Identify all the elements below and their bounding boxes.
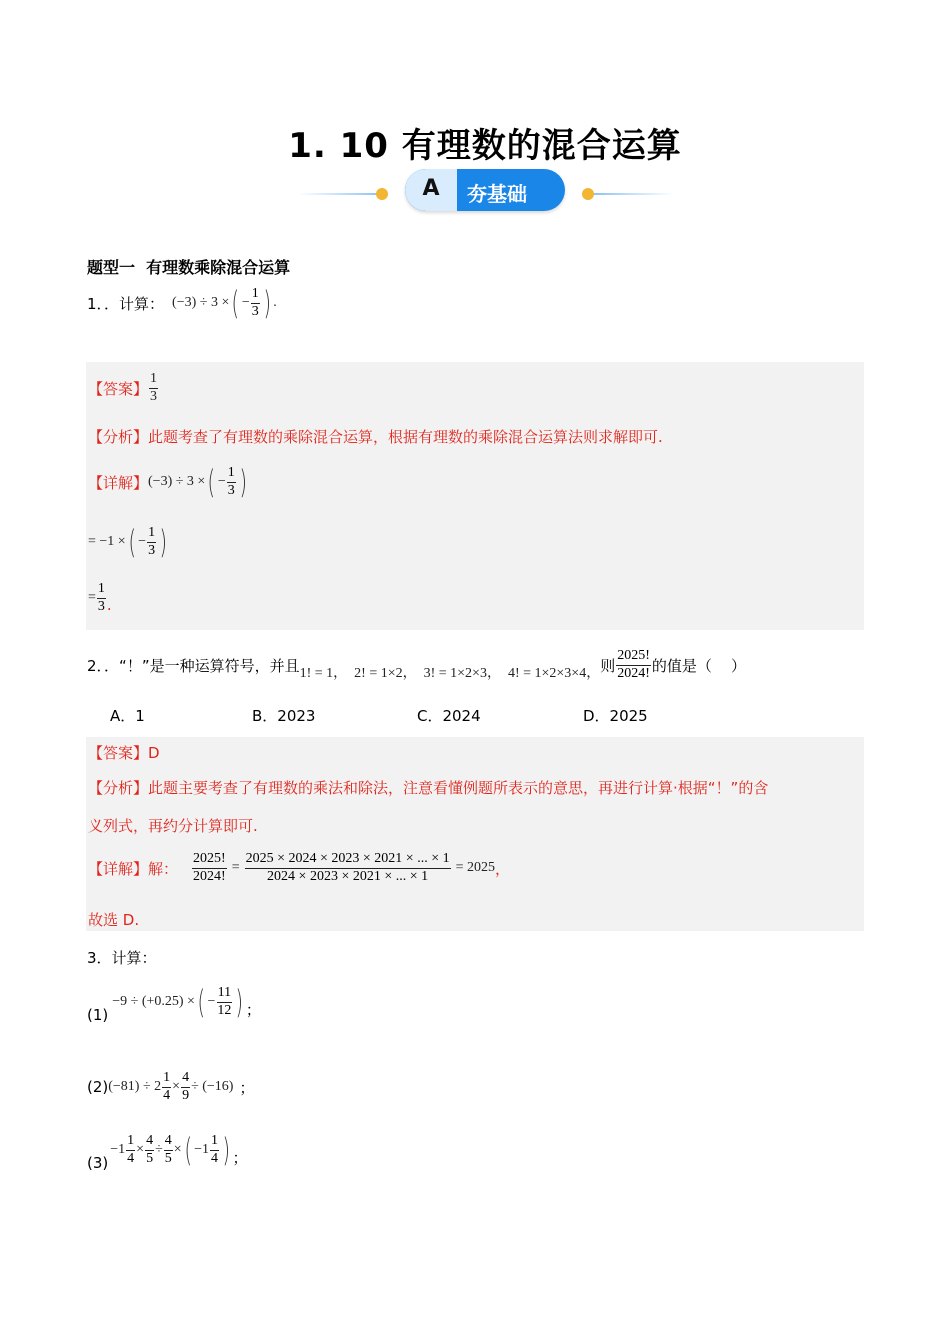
banner-line-right — [594, 193, 674, 195]
analysis-line-1 — [88, 777, 768, 798]
answer-label: 【答案】 — [88, 744, 149, 762]
denominator: 4 — [163, 1087, 171, 1103]
fraction — [245, 852, 451, 884]
step-2-expr: = −1 × — [88, 534, 126, 549]
answer-box-2 — [86, 737, 864, 931]
fraction — [227, 466, 236, 498]
denominator: 5 — [164, 1150, 172, 1166]
denominator: 3 — [150, 388, 158, 404]
banner-dot-left — [376, 188, 388, 200]
denominator: 3 — [251, 303, 259, 319]
conclusion: 故选 D. — [88, 911, 140, 929]
step-3-end: . — [106, 596, 112, 614]
part-1-expr: −9 ÷ (+0.25) × — [112, 994, 195, 1009]
close-paren: ) — [222, 1131, 231, 1169]
fraction — [216, 986, 232, 1018]
analysis-text: 此题考查了有理数的乘除混合运算，根据有理数的乘除混合运算法则求解即可. — [148, 428, 663, 446]
close-paren: ) — [239, 463, 247, 501]
close-paren: ) — [235, 983, 244, 1021]
numerator: 1 — [227, 466, 236, 483]
option-a[interactable]: A．1 — [110, 707, 145, 725]
option-b[interactable]: B．2023 — [252, 707, 316, 725]
open-paren: ( — [128, 523, 136, 561]
question-2-prefix: 2．．“！”是一种运算符号，并且 — [87, 656, 300, 675]
numerator: 1 — [251, 287, 260, 304]
numerator: 11 — [217, 986, 232, 1003]
answer-row — [88, 742, 160, 763]
fraction — [164, 1134, 173, 1166]
denominator: 2024! — [617, 665, 650, 681]
detail-label: 【详解】 — [88, 473, 149, 492]
mixed-fraction — [210, 1134, 219, 1166]
question-2-examples: 1! = 1， 2! = 1×2， 3! = 1×2×3， 4! = 1×2×3×4， — [299, 666, 601, 681]
close-paren: ) — [159, 523, 168, 561]
part-3-d: −1 — [194, 1142, 210, 1157]
answer-row — [88, 368, 159, 408]
numerator: 4 — [181, 1071, 190, 1088]
part-label: (3) — [87, 1154, 109, 1172]
question-1-suffix: . — [273, 295, 277, 310]
numerator: 4 — [164, 1134, 173, 1151]
open-paren: ( — [231, 284, 240, 322]
question-3-part-2 — [87, 1064, 254, 1110]
question-3-part-1 — [87, 978, 261, 1026]
part-label: (1) — [87, 1006, 109, 1024]
fraction — [181, 1071, 190, 1103]
question-1 — [87, 278, 277, 328]
denominator: 12 — [217, 1002, 232, 1018]
fraction — [147, 526, 156, 558]
answer-box-1 — [86, 362, 864, 630]
numerator: 4 — [145, 1134, 154, 1151]
denominator: 5 — [146, 1150, 154, 1166]
fraction — [192, 852, 227, 884]
question-2 — [87, 642, 746, 688]
times-sign: × — [172, 1079, 181, 1094]
mixed-fraction — [126, 1134, 135, 1166]
part-end: ； — [239, 1078, 255, 1097]
close-paren: ) — [263, 284, 271, 322]
fraction — [251, 287, 260, 319]
part-3-a: −1 — [110, 1142, 126, 1157]
answer-fraction — [149, 372, 158, 404]
mixed-fraction — [162, 1071, 171, 1103]
analysis-label: 【分析】 — [88, 779, 149, 797]
question-3-prefix: 3．计算： — [87, 949, 157, 967]
minus-sign: − — [241, 295, 250, 310]
detail-end: ， — [495, 859, 511, 878]
minus-sign: − — [217, 474, 226, 489]
detail-row — [88, 460, 249, 504]
analysis-label: 【分析】 — [88, 428, 149, 446]
detail-row — [88, 845, 510, 891]
numerator: 2025! — [192, 852, 227, 869]
banner-line-left — [298, 193, 378, 195]
part-2-tail: ÷ (−16) — [191, 1079, 234, 1094]
page-title: 1. 10 有理数的混合运算 — [288, 126, 682, 166]
badge-letter: A — [422, 176, 440, 201]
open-paren: ( — [184, 1131, 192, 1169]
question-2-then: 则 — [600, 656, 616, 675]
detail-expr: (−3) ÷ 3 × — [148, 474, 206, 489]
section-heading: 题型一 有理数乘除混合运算 — [87, 258, 291, 277]
denominator: 4 — [211, 1150, 219, 1166]
numerator: 1 — [210, 1134, 219, 1151]
denominator: 3 — [227, 482, 235, 498]
times-sign: × — [136, 1142, 145, 1157]
denominator: 2024! — [193, 868, 226, 884]
detail-label: 【详解】 — [88, 859, 149, 878]
denominator: 9 — [182, 1087, 190, 1103]
part-end: ； — [245, 1000, 261, 1019]
equals-sign: = — [231, 860, 240, 875]
denominator: 4 — [127, 1150, 135, 1166]
question-1-expr: (−3) ÷ 3 × — [172, 295, 230, 310]
numerator: 1 — [126, 1134, 135, 1151]
fraction — [97, 582, 106, 614]
detail-prefix: 解： — [148, 859, 179, 878]
question-1-prefix: 1．．计算： — [87, 294, 165, 313]
answer-value: D — [148, 744, 160, 762]
open-paren: ( — [197, 983, 205, 1021]
analysis-text: 此题主要考查了有理数的乘法和除法，注意看懂例题所表示的意思，再进行计算·根据“！”的含 — [148, 779, 769, 797]
badge-text: 夯基础 — [467, 182, 527, 206]
part-2-expr: (−81) ÷ 2 — [108, 1079, 162, 1094]
numerator: 2025 × 2024 × 2023 × 2021 × ... × 1 — [245, 852, 451, 869]
divide-sign: ÷ — [155, 1142, 163, 1157]
numerator: 2025! — [616, 649, 651, 666]
part-end: ； — [232, 1148, 248, 1167]
times-sign: × — [173, 1142, 182, 1157]
numerator: 1 — [97, 582, 106, 599]
numerator: 1 — [162, 1071, 171, 1088]
denominator: 3 — [148, 542, 156, 558]
minus-sign: − — [207, 994, 216, 1009]
open-paren: ( — [207, 463, 216, 501]
part-label: (2) — [87, 1078, 109, 1096]
numerator: 1 — [149, 372, 158, 389]
numerator: 1 — [147, 526, 156, 543]
fraction — [145, 1134, 154, 1166]
minus-sign: − — [138, 534, 147, 549]
section-banner — [290, 168, 670, 218]
step-2-row — [88, 520, 170, 564]
step-3-row — [88, 576, 112, 620]
step-3-expr: = — [88, 590, 96, 605]
option-d[interactable]: D．2025 — [583, 707, 648, 725]
banner-dot-right — [582, 188, 594, 200]
level-badge — [405, 169, 565, 211]
denominator: 2024 × 2023 × 2021 × ... × 1 — [267, 868, 429, 884]
question-2-suffix: 的值是（ ） — [651, 656, 746, 675]
detail-result: = 2025 — [455, 860, 495, 875]
option-c[interactable]: C．2024 — [417, 707, 481, 725]
question-3-part-3 — [87, 1124, 248, 1176]
question-2-fraction — [616, 649, 651, 681]
denominator: 3 — [97, 598, 105, 614]
answer-label: 【答案】 — [88, 379, 149, 398]
analysis-line-2: 义列式，再约分计算即可. — [88, 817, 258, 835]
analysis-row — [88, 426, 663, 447]
